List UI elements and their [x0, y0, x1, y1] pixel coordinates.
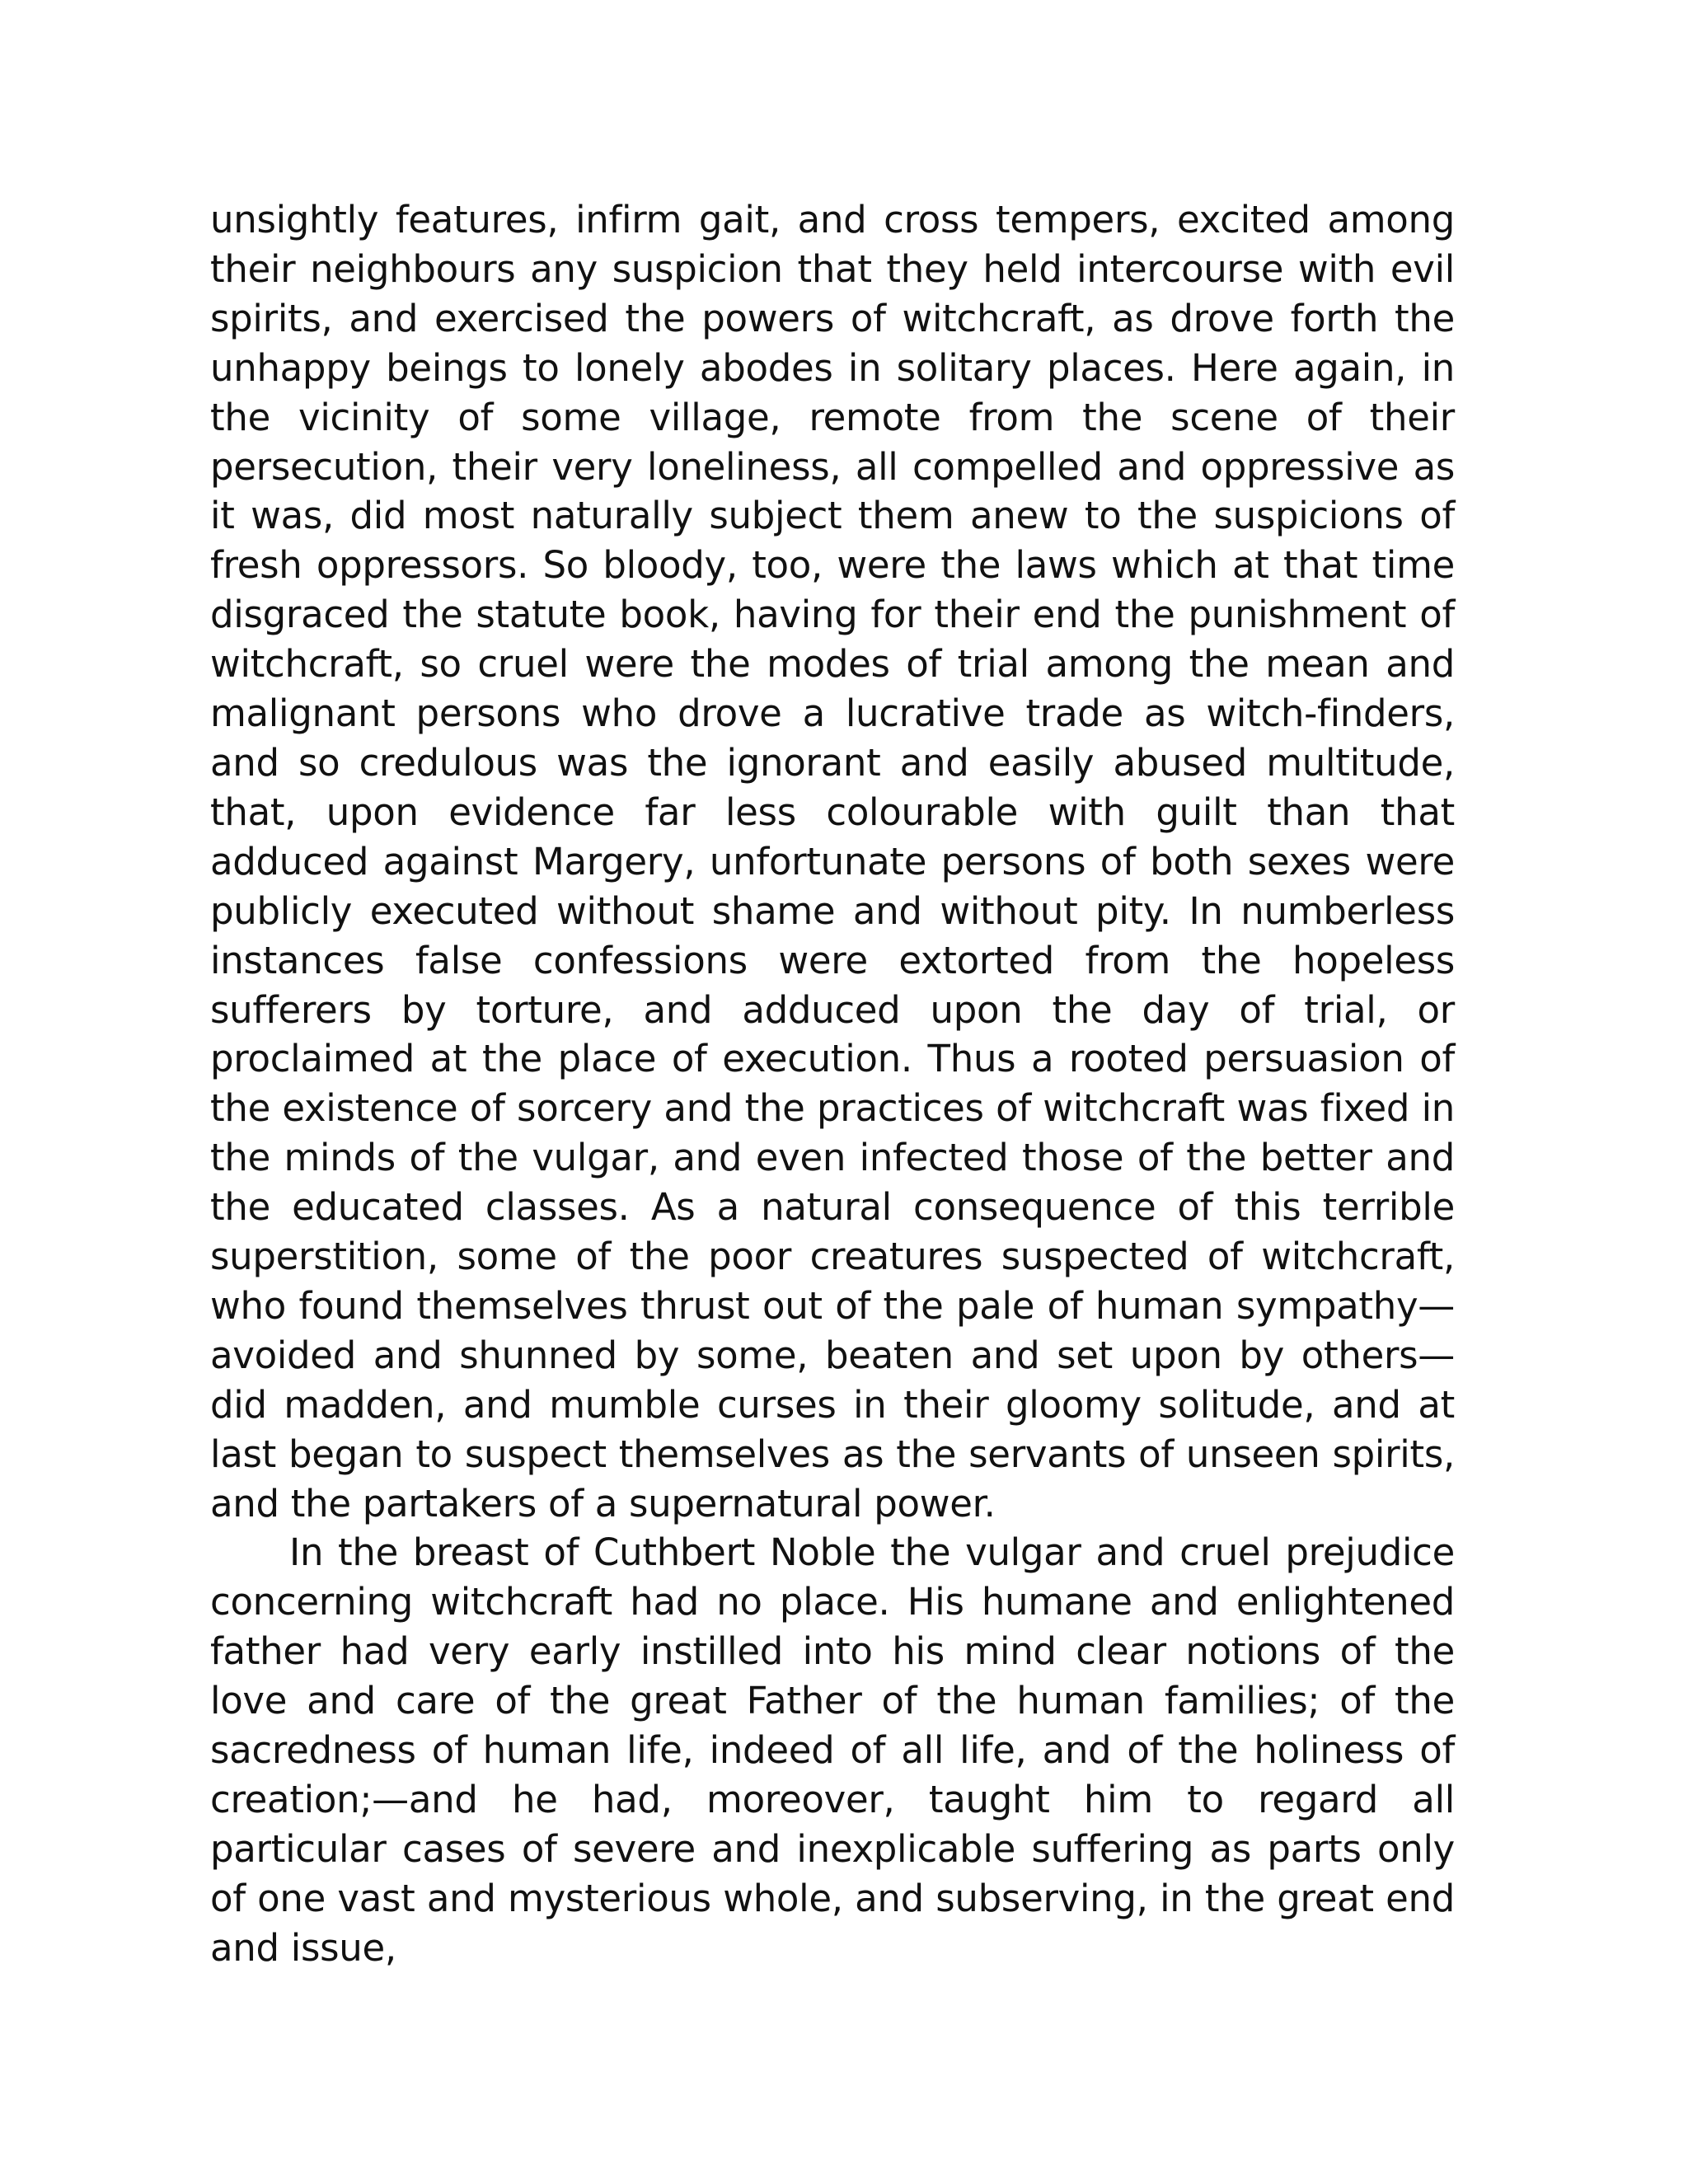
- paragraph-witchcraft-persecution: unsightly features, infirm gait, and cross tempers, excited among their neighbours any suspicion that they held intercourse with evil spirits, and exercised the powers of witchcraft, as drove forth the unhappy beings to lonely abodes in solitary places. Here again, in the vicinity of some village, remote from the scene of their persecution, their very loneliness, all compelled and oppressive as it was, did most naturally subject them anew to the suspicions of fresh oppressors. So bloody, too, were the laws which at that time disgraced the statute book, having for their end the punishment of witchcraft, so cruel were the modes of trial among the mean and malignant persons who drove a lucrative trade as witch-finders, and so credulous was the ignorant and easily abused multitude, that, upon evidence far less colourable with guilt than that adduced against Margery, unfortunate persons of both sexes were publicly executed without shame and without pity. In numberless instances false confessions were extorted from the hopeless sufferers by torture, and adduced upon the day of trial, or proclaimed at the place of execution. Thus a rooted persuasion of the existence of sorcery and the practices of witchcraft was fixed in the minds of the vulgar, and even infected those of the better and the educated classes. As a natural consequence of this terrible superstition, some of the poor creatures suspected of witchcraft, who found themselves thrust out of the pale of human sympathy—avoided and shunned by some, beaten and set upon by others—did madden, and mumble curses in their gloomy solitude, and at last began to suspect themselves as the servants of unseen spirits, and the partakers of a supernatural power.: [210, 198, 1455, 1526]
- body-text: [210, 195, 1455, 1973]
- paragraph-cuthbert-noble: In the breast of Cuthbert Noble the vulgar and cruel prejudice concerning witchcraft had no place. His humane and enlightened father had very early instilled into his mind clear notions of the love and care of the great Father of the human families; of the sacredness of human life, indeed of all life, and of the holiness of creation;—and he had, moreover, taught him to regard all particular cases of severe and inexplicable suffering as parts only of one vast and mysterious whole, and subserving, in the great end and issue,: [210, 1530, 1455, 1970]
